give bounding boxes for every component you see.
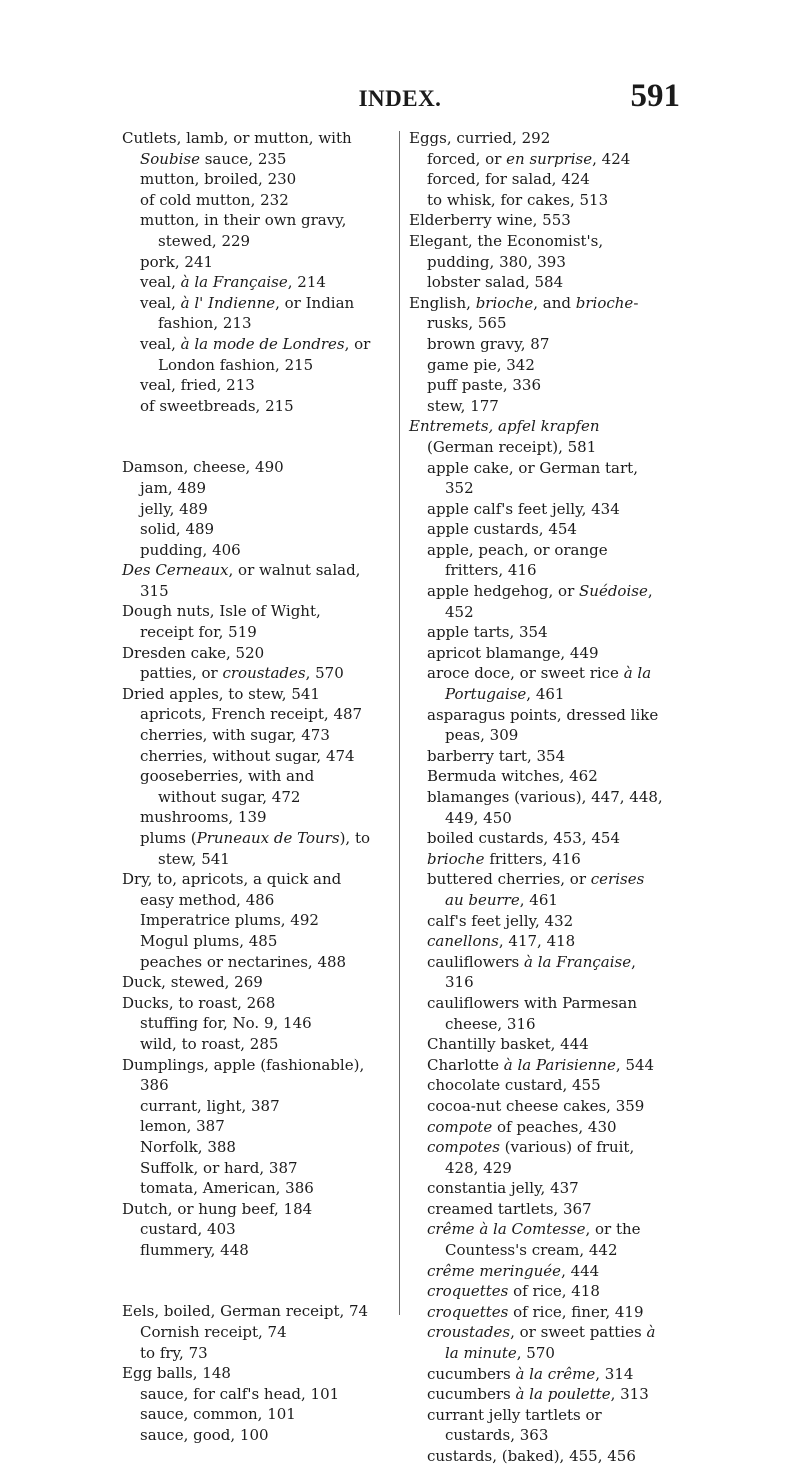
index-subentry [122,1178,374,1199]
index-subentry [122,1013,374,1034]
index-subentry [122,1404,374,1425]
italic-text: Soubise [140,149,200,168]
entry-text: Mogul plums, 485 [140,931,278,950]
index-subentry [409,190,667,211]
entry-text: mushrooms, 139 [140,808,267,827]
entry-text: , and [533,293,576,312]
index-entry [122,972,374,993]
entry-text: , 461 [519,890,558,909]
entry-text: Dried apples, to stew, 541 [122,684,320,703]
index-subentry [122,272,374,293]
index-subentry [409,581,667,622]
index-subentry [409,1302,667,1323]
entry-text: of sweetbreads, 215 [140,396,294,415]
entry-text: Elegant, the Economist's, pudding, 380, 393 [409,231,604,271]
index-subentry [122,828,374,869]
entry-text: barberry tart, 354 [427,746,566,765]
index-column-left [122,128,374,1446]
section-gap [122,1260,374,1301]
index-subentry [122,704,374,725]
index-subentry [409,1281,667,1302]
entry-text: forced, for salad, 424 [427,170,590,189]
index-subentry [409,169,667,190]
running-title: INDEX. [358,86,442,111]
index-subentry [409,375,667,396]
index-subentry [122,210,374,251]
index-entry [409,128,667,149]
entry-text: sauce, common, 101 [140,1405,296,1424]
entry-text: cauliflowers with Parmesan cheese, 316 [427,993,638,1033]
index-entry [122,1199,374,1220]
entry-text: pork, 241 [140,252,214,271]
entry-text: boiled custards, 453, 454 [427,829,621,848]
italic-text: à la mode de Londres [180,334,345,353]
index-subentry [122,952,374,973]
entry-text: mutton, broiled, 230 [140,170,297,189]
index-entry [122,601,374,642]
italic-text: canellons [427,932,499,951]
index-subentry [409,869,667,910]
entry-text: custard, 403 [140,1220,236,1239]
entry-text: game pie, 342 [427,355,535,374]
entry-text: Cornish receipt, 74 [140,1323,287,1342]
entry-text: sauce, for calf's head, 101 [140,1384,340,1403]
index-subentry [409,663,667,704]
entry-text: , 544 [615,1055,655,1074]
index-subentry [409,334,667,355]
entry-text: Duck, stewed, 269 [122,973,263,992]
entry-text: asparagus points, dressed like peas, 309 [427,705,659,745]
italic-text: à la Française [180,273,288,292]
index-subentry [409,746,667,767]
index-entry [409,293,667,334]
index-subentry [409,1117,667,1138]
index-subentry [122,334,374,375]
entry-text: , or sweet patties [510,1323,647,1342]
page-header [0,74,800,114]
italic-text: brioche [575,293,634,312]
entry-text: apple cake, or German tart, 352 [427,458,638,498]
index-entry [409,416,667,457]
entry-text: Bermuda witches, 462 [427,767,598,786]
index-subentry [409,1405,667,1446]
entry-text: , or walnut salad, 315 [140,561,361,600]
index-subentry [409,1075,667,1096]
entry-text: sauce, good, 100 [140,1426,269,1445]
index-subentry [409,952,667,993]
index-subentry [409,1137,667,1178]
index-subentry [122,293,374,334]
index-entry [122,560,374,601]
index-entry [122,1363,374,1384]
entry-text: wild, to roast, 285 [140,1034,279,1053]
index-subentry [409,499,667,520]
index-subentry [122,1425,374,1446]
entry-text: patties, or [140,664,223,683]
index-subentry [409,787,667,828]
index-subentry [122,663,374,684]
entry-text: apple tarts, 354 [427,623,548,642]
index-subentry [409,1199,667,1220]
index-subentry [122,1384,374,1405]
entry-text: Dumplings, apple (fashionable), 386 [122,1055,365,1095]
index-subentry [122,540,374,561]
index-subentry [122,499,374,520]
entry-text: Chantilly basket, 444 [427,1035,589,1054]
entry-text: of peaches, 430 [492,1117,617,1136]
entry-text: creamed tartlets, 367 [427,1199,592,1218]
index-entry [122,128,374,169]
index-subentry [122,725,374,746]
index-subentry [409,849,667,870]
entry-text: forced, or [427,149,507,168]
italic-text: à la Française [524,952,632,971]
entry-text: Cutlets, lamb, or mutton, with [122,129,352,147]
index-subentry [122,1158,374,1179]
entry-text: currant jelly tartlets or custards, 363 [427,1405,602,1445]
index-subentry [409,1261,667,1282]
index-subentry [409,1446,667,1467]
index-entry [122,643,374,664]
entry-text: Charlotte [427,1055,504,1074]
index-entry [122,1055,374,1096]
entry-text: fritters, 416 [484,849,581,868]
entry-text: Suffolk, or hard, 387 [140,1158,298,1177]
italic-text: à la Portugaise [445,664,652,704]
entry-text: cherries, with sugar, 473 [140,726,330,745]
index-subentry [122,169,374,190]
entry-text: custards, (baked), 455, 456 [427,1447,636,1465]
entry-text: Elderberry wine, 553 [409,211,571,230]
index-subentry [122,1116,374,1137]
index-entry [122,869,374,910]
entry-text: cucumbers [427,1364,516,1383]
index-subentry [122,746,374,767]
entry-text: (various) of fruit, 428, 429 [445,1138,635,1177]
entry-text: , 214 [287,273,326,292]
index-subentry [409,766,667,787]
index-subentry [409,458,667,499]
italic-text: brioche [475,293,534,312]
italic-text: brioche [427,849,485,868]
italic-text: Pruneaux de Tours [196,829,340,847]
entry-text: plums ( [140,829,197,847]
index-subentry [409,272,667,293]
entry-text: Dresden cake, 520 [122,643,265,662]
page-number: 591 [630,78,680,114]
italic-text: à la poulette [515,1385,611,1404]
entry-text: cucumbers [427,1385,516,1404]
entry-text: aroce doce, or sweet rice [427,664,624,683]
italic-text: à la Parisienne [503,1055,616,1074]
index-subentry [122,766,374,807]
italic-text: cerises au beurre [445,870,645,909]
index-subentry [122,519,374,540]
entry-text: , 444 [561,1261,600,1280]
index-subentry [122,1219,374,1240]
entry-text: veal, [140,334,181,353]
index-subentry [409,519,667,540]
entry-text: cherries, without sugar, 474 [140,746,355,765]
italic-text: à la crême [515,1364,596,1383]
entry-text: , 461 [526,685,565,704]
entry-text: flummery, 448 [140,1240,249,1259]
entry-text: Dough nuts, Isle of Wight, receipt for, 519 [122,602,321,642]
index-subentry [409,828,667,849]
entry-text: Ducks, to roast, 268 [122,993,276,1012]
index-entry [122,1301,374,1322]
entry-text: lobster salad, 584 [427,273,564,292]
index-subentry [409,1322,667,1363]
index-subentry [122,478,374,499]
italic-text: crême à la Comtesse [427,1220,586,1239]
entry-text: Imperatrice plums, 492 [140,911,319,930]
index-entry [409,231,667,272]
italic-text: crême meringuée [427,1261,562,1280]
entry-text: pudding, 406 [140,540,241,559]
entry-text: , or Indian fashion, 213 [158,293,355,333]
entry-text: jam, 489 [140,478,206,497]
italic-text: compotes [427,1138,500,1157]
index-subentry [409,622,667,643]
entry-text: veal, [140,293,181,312]
entry-text: blamanges (various), 447, 448, 449, 450 [427,788,663,827]
entry-text: tomata, American, 386 [140,1179,314,1198]
index-subentry [409,1034,667,1055]
index-entry [122,684,374,705]
index-subentry [122,396,374,417]
index-subentry [122,1240,374,1261]
index-subentry [122,1343,374,1364]
italic-text: croquettes [427,1302,509,1321]
entry-text: gooseberries, with and without sugar, 472 [140,767,315,806]
index-subentry [122,190,374,211]
entry-text: Dry, to, apricots, a quick and easy method, 486 [122,870,342,909]
index-column-right [409,128,667,1467]
index-subentry [409,1384,667,1405]
index-subentry [409,1096,667,1117]
entry-text: , 570 [305,664,344,683]
entry-text: Egg balls, 148 [122,1364,231,1383]
entry-text: Dutch, or hung beef, 184 [122,1199,313,1218]
index-subentry [409,396,667,417]
entry-text: -rusks, 565 [427,293,639,333]
section-gap [122,416,374,457]
index-subentry [122,375,374,396]
entry-text: Norfolk, 388 [140,1137,236,1156]
italic-text: Entremets, apfel krapfen [409,417,600,436]
index-subentry [122,910,374,931]
entry-text: apple hedgehog, or [427,582,580,601]
entry-text: calf's feet jelly, 432 [427,911,574,930]
entry-text: currant, light, 387 [140,1096,280,1115]
entry-text: apricots, French receipt, 487 [140,705,363,724]
italic-text: Des Cerneaux [122,561,229,580]
entry-text: of rice, finer, 419 [508,1302,644,1321]
entry-text: , 316 [445,952,636,992]
entry-text: Eels, boiled, German receipt, 74 [122,1302,369,1321]
index-subentry [122,1322,374,1343]
entry-text: lemon, 387 [140,1117,225,1136]
entry-text: English, [409,293,476,312]
italic-text: à l' Indienne [180,293,276,312]
entry-text: apple, peach, or orange fritters, 416 [427,540,608,580]
entry-text: ), to stew, 541 [158,829,371,868]
entry-text: of cold mutton, 232 [140,190,289,209]
entry-text: , 452 [445,582,653,621]
entry-text: chocolate custard, 455 [427,1076,601,1095]
index-subentry [409,931,667,952]
entry-text: , 313 [610,1385,649,1404]
index-subentry [122,807,374,828]
italic-text: croustades [427,1323,511,1342]
entry-text: to whisk, for cakes, 513 [427,190,609,209]
entry-text: , 424 [592,149,631,168]
index-subentry [409,355,667,376]
entry-text: , 314 [595,1364,634,1383]
index-subentry [409,1055,667,1076]
entry-text: sauce, 235 [199,149,287,168]
index-subentry [122,1034,374,1055]
index-subentry [409,993,667,1034]
entry-text: stew, 177 [427,396,499,415]
entry-text: to fry, 73 [140,1343,208,1362]
index-subentry [409,643,667,664]
index-subentry [409,1178,667,1199]
index-subentry [122,1096,374,1117]
entry-text: apple custards, 454 [427,520,577,539]
index-subentry [122,252,374,273]
entry-text: (German receipt), 581 [427,437,597,456]
italic-text: croquettes [427,1282,509,1301]
index-subentry [409,1364,667,1385]
entry-text: of rice, 418 [508,1282,600,1301]
index-subentry [409,149,667,170]
entry-text: solid, 489 [140,520,215,539]
entry-text: peaches or nectarines, 488 [140,952,347,971]
index-entry [409,210,667,231]
entry-text: , or the Countess's cream, 442 [445,1220,641,1260]
italic-text: compote [427,1117,493,1136]
entry-text: cocoa-nut cheese cakes, 359 [427,1096,645,1115]
entry-text: , 570 [516,1344,555,1363]
entry-text: mutton, in their own gravy, stewed, 229 [140,211,347,250]
index-subentry [409,705,667,746]
entry-text: veal, fried, 213 [140,376,255,395]
entry-text: apple calf's feet jelly, 434 [427,499,620,518]
entry-text: jelly, 489 [140,499,208,518]
index-subentry [409,911,667,932]
column-divider [399,131,400,1315]
entry-text: Damson, cheese, 490 [122,458,284,477]
italic-text: Suédoise [579,582,648,601]
italic-text: en surprise [506,149,593,168]
entry-text: , 417, 418 [498,932,576,951]
index-entry [122,457,374,478]
entry-text: Eggs, curried, 292 [409,129,551,147]
index-subentry [122,931,374,952]
entry-text: brown gravy, 87 [427,334,550,353]
entry-text: , or London fashion, 215 [158,334,371,374]
entry-text: constantia jelly, 437 [427,1179,579,1198]
index-subentry [409,540,667,581]
entry-text: cauliflowers [427,952,524,971]
entry-text: apricot blamange, 449 [427,643,599,662]
entry-text: stuffing for, No. 9, 146 [140,1014,312,1033]
index-entry [122,993,374,1014]
entry-text: veal, [140,273,181,292]
italic-text: croustades [222,664,306,683]
index-subentry [409,1219,667,1260]
italic-text: à la minute [445,1323,656,1363]
entry-text: puff paste, 336 [427,376,542,395]
index-subentry [122,1137,374,1158]
entry-text: buttered cherries, or [427,870,591,889]
